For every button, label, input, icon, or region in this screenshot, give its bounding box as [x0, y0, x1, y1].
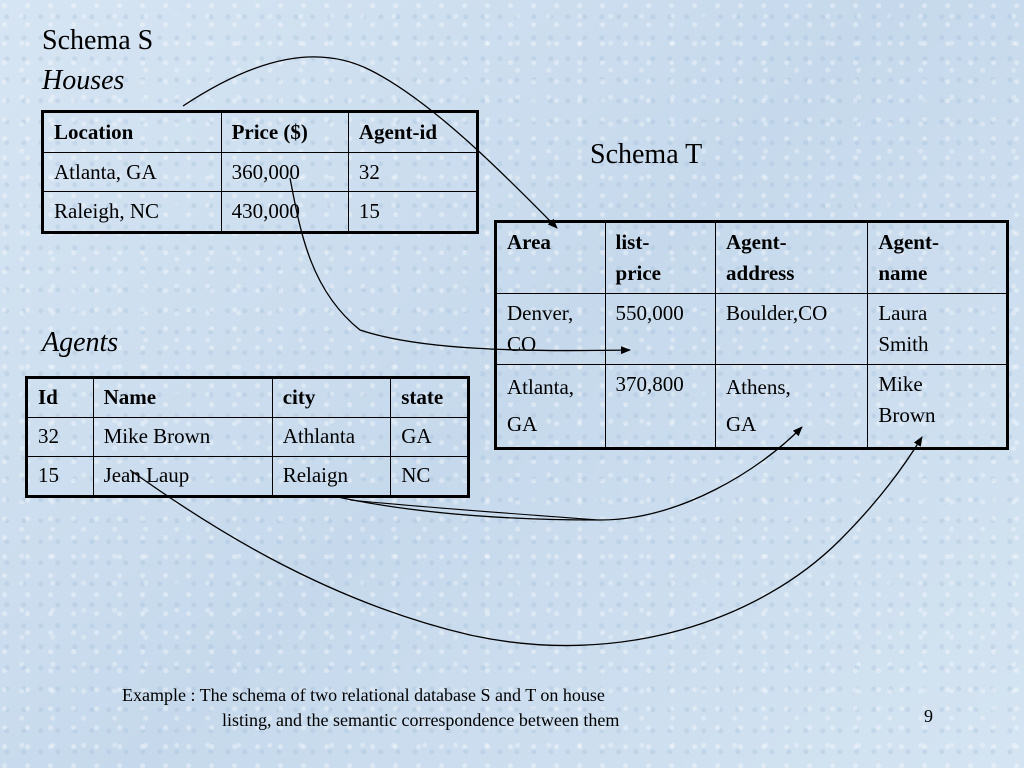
table-row: [27, 456, 469, 496]
header-city: city: [272, 378, 391, 418]
cell-line: Boulder,CO: [726, 301, 828, 325]
cell-price: 430,000: [221, 192, 348, 233]
agents-table-title: Agents: [42, 327, 119, 358]
cell-agent-address: [716, 294, 868, 365]
header-state: state: [391, 378, 469, 418]
schema-t-title: Schema T: [590, 139, 703, 170]
cell-location: Raleigh, NC: [43, 192, 222, 233]
cell-line: CO: [507, 332, 537, 356]
houses-table: [41, 110, 479, 234]
cell-agent-id: 15: [348, 192, 477, 233]
cell-line: GA: [507, 412, 538, 436]
cell-city: Relaign: [272, 456, 391, 496]
table-row: [43, 192, 478, 233]
table-header-row: [27, 378, 469, 418]
table-row: [27, 418, 469, 457]
table-row: [43, 152, 478, 192]
caption-line-1: Example : The schema of two relational database S and T on house: [122, 685, 605, 705]
cell-line: 550,000: [615, 301, 684, 325]
cell-list-price: [605, 365, 716, 449]
caption-line-2: listing, and the semantic correspondence between them: [222, 710, 620, 730]
cell-area: [496, 294, 606, 365]
cell-area: [496, 365, 606, 449]
header-line: name: [878, 261, 928, 285]
cell-list-price: [605, 294, 716, 365]
cell-city: Athlanta: [272, 418, 391, 457]
cell-line: Smith: [878, 332, 929, 356]
schema-s-title: Schema S: [42, 25, 154, 56]
header-line: list-: [615, 230, 650, 254]
header-location: Location: [43, 112, 222, 153]
cell-line: 370,800: [615, 372, 684, 396]
header-list-price: [605, 222, 716, 294]
header-line: address: [726, 261, 795, 285]
header-area: [496, 222, 606, 294]
cell-id: 15: [27, 456, 94, 496]
table-row: [496, 365, 1008, 449]
cell-line: Laura: [878, 301, 928, 325]
agents-table: [25, 376, 470, 498]
header-line: price: [615, 261, 661, 285]
table-header-row: [43, 112, 478, 153]
cell-price: 360,000: [221, 152, 348, 192]
header-agent-address: [716, 222, 868, 294]
table-row: [496, 294, 1008, 365]
cell-id: 32: [27, 418, 94, 457]
table-header-row: [496, 222, 1008, 294]
cell-line: Mike: [878, 372, 923, 396]
header-agent-id: Agent-id: [348, 112, 477, 153]
header-agent-name: [868, 222, 1008, 294]
cell-location: Atlanta, GA: [43, 152, 222, 192]
cell-line: Athens,: [726, 375, 791, 399]
header-line: Agent-: [878, 230, 939, 254]
header-line: Agent-: [726, 230, 787, 254]
houses-table-title: Houses: [42, 65, 125, 96]
cell-line: Brown: [878, 403, 936, 427]
header-price: Price ($): [221, 112, 348, 153]
header-name: Name: [93, 378, 272, 418]
cell-agent-name: [868, 294, 1008, 365]
header-line: Area: [507, 230, 551, 254]
page-number: 9: [924, 706, 933, 726]
cell-state: NC: [391, 456, 469, 496]
header-id: Id: [27, 378, 94, 418]
slide-caption: [122, 683, 762, 733]
cell-state: GA: [391, 418, 469, 457]
cell-agent-id: 32: [348, 152, 477, 192]
cell-line: GA: [726, 412, 757, 436]
cell-line: Atlanta,: [507, 375, 575, 399]
cell-name: Jean Laup: [93, 456, 272, 496]
cell-name: Mike Brown: [93, 418, 272, 457]
schema-t-table: [494, 220, 1009, 450]
cell-agent-address: [716, 365, 868, 449]
cell-line: Denver,: [507, 301, 574, 325]
arrow-city-tail: [350, 500, 598, 520]
cell-agent-name: [868, 365, 1008, 449]
